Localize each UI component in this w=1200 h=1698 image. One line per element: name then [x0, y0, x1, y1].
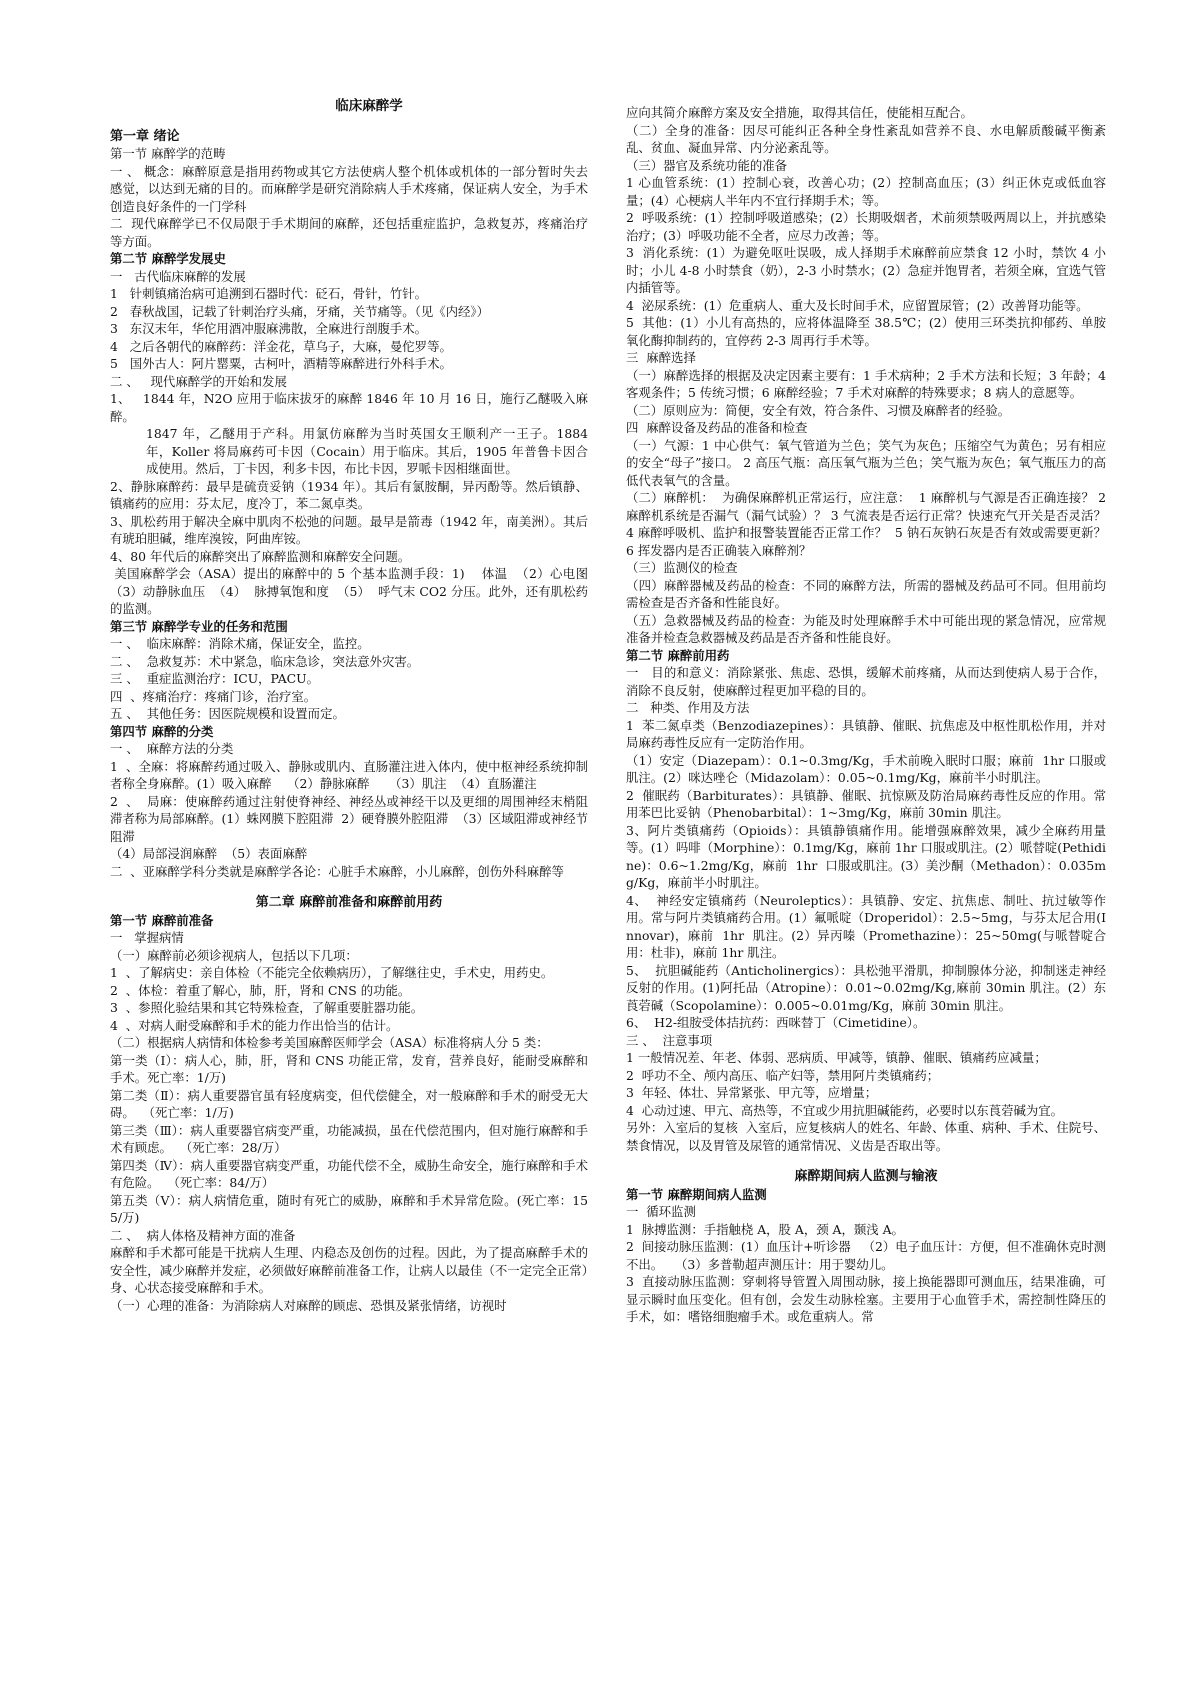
paragraph: 二 、 急救复苏：术中紧急，临床急诊，突法意外灾害。 [110, 653, 420, 669]
paragraph: （二）全身的准备：因尽可能纠正各种全身性紊乱如营养不良、水电解质酸碱平衡紊乱、贫血、凝血异常、内分泌紊乱等。 [626, 122, 1106, 155]
paragraph: 1 、了解病史：亲自体检（不能完全依赖病历），了解继往史，手术史，用药史。 [110, 965, 554, 980]
paragraph: 1、 1844 年，N2O 应用于临床拔牙的麻醉 1846 年 10 月 16 日，施行乙醚吸入麻醉。 [110, 391, 588, 424]
paragraph: 5 其他：(1）小儿有高热的，应将体温降至 38.5℃；(2）使用三环类抗抑郁药、单胺氧化酶抑制药的，宜停药 2-3 周再行手术等。 [626, 315, 1106, 348]
paragraph: 1 、全麻：将麻醉药通过吸入、静脉或肌内、直肠灌注进入体内，使中枢神经系统抑制者称全身麻醉。(1）吸入麻醉 （2）静脉麻醉 （3）肌注 （4）直肠灌注 [110, 758, 588, 791]
paragraph: （1）安定（Diazepam）：0.1~0.3mg/Kg，手术前晚入眠时口服；麻前 1hr 口服或肌注。(2）咪达唑仑（Midazolam）：0.05~0.1mg/Kg，麻前半小时肌注。 [626, 752, 1106, 785]
paragraph: 三 麻醉选择 [626, 350, 696, 365]
section-subheading: 第一节 麻醉学的范畴 [110, 146, 226, 161]
paragraph: 麻醉和手术都可能是干扰病人生理、内稳态及创伤的过程。因此，为了提高麻醉手术的安全性，减少麻醉并发症，必须做好麻醉前准备工作，让病人以最佳（不一定完全正常）身、心状态接受麻醉和手术。 [110, 1245, 588, 1295]
paragraph: 二 现代麻醉学已不仅局限于手术期间的麻醉，还包括重症监护，急救复苏，疼痛治疗等方面。 [110, 216, 588, 249]
paragraph: 3 、参照化验结果和其它特殊检查，了解重要脏器功能。 [110, 1000, 424, 1015]
paragraph: 四 麻醉设备及药品的准备和检查 [626, 420, 808, 435]
paragraph: 第一类（Ⅰ）：病人心，肺，肝，肾和 CNS 功能正常，发育，营养良好，能耐受麻醉和手术。死亡率：1/万) [110, 1052, 588, 1085]
paragraph: 四 、疼痛治疗：疼痛门诊，治疗室。 [110, 688, 317, 704]
document-title: 临床麻醉学 [335, 98, 403, 114]
paragraph: 2 春秋战国，记载了针刺治疗头痛，牙痛，关节痛等。（见《内经》） [110, 303, 490, 319]
paragraph: 二 、 病人体格及精神方面的准备 [110, 1227, 296, 1243]
paragraph: 4 之后各朝代的麻醉药：洋金花，草乌子，大麻，曼佗罗等。 [110, 338, 452, 354]
paragraph: 1 针刺镇痛治病可追溯到石器时代：砭石，骨针，竹针。 [110, 286, 428, 301]
paragraph: 1 心血管系统：(1）控制心衰，改善心功；(2）控制高血压；(3）纠正休克或低血容量；(4）心梗病人半年内不宜行择期手术；等。 [626, 175, 1106, 208]
paragraph: 3、肌松药用于解决全麻中肌肉不松弛的问题。最早是箭毒（1942 年，南美洲）。其后有琥珀胆碱，维库溴铵，阿曲库铵。 [110, 513, 588, 546]
paragraph: 4、 神经安定镇痛药（Neuroleptics）：具镇静、安定、抗焦虑、制吐、抗过敏等作用。常与阿片类镇痛药合用。(1）氟哌啶（Droperidol）：2.5~5mg，与芬太尼合用(Innovar)，麻前 1hr 肌注。(2）异丙嗪（Promethazine）：25~50mg(与哌替啶合用：杜非)，麻前 1hr 肌注。 [626, 892, 1106, 960]
paragraph: 一 掌握病情 [110, 930, 184, 945]
paragraph: 2 间接动脉压监测：(1）血压计+听诊器 （2）电子血压计：方便，但不准确休克时测不出。 （3）多普勒超声测压计：用于婴幼儿。 [626, 1239, 1106, 1272]
paragraph: （一）麻醉前必须诊视病人，包括以下几项： [110, 947, 358, 963]
paragraph: 4 心动过速、甲亢、高热等，不宜或少用抗胆碱能药，必要时以东莨菪碱为宜。 [626, 1102, 1064, 1118]
paragraph: 三 、 重症监测治疗：ICU，PACU。 [110, 671, 320, 686]
paragraph: （二）麻醉机： 为确保麻醉机正常运行，应注意： 1 麻醉机与气源是否正确连接？ 2 麻醉机系统是否漏气（漏气试验）？ 3 气流表是否运行正常？快速充气开关是否灵活？ 4 麻醉呼吸机、监护和报警装置能否正常工作？ 5 钠石灰钠石灰是否有效或需要更新？ 6 挥发器内是否正确装入麻醉剂？ [626, 490, 1114, 558]
paragraph: 4、80 年代后的麻醉突出了麻醉监测和麻醉安全问题。 [110, 548, 411, 564]
paragraph: （三）器官及系统功能的准备 [626, 157, 788, 173]
chapter-heading: 第二章 麻醉前准备和麻醉前用药 [255, 895, 443, 910]
section-heading: 第二节 麻醉前用药 [626, 647, 730, 663]
paragraph: 4 、对病人耐受麻醉和手术的能力作出恰当的估计。 [110, 1017, 399, 1033]
paragraph: 另外：入室后的复核 入室后，应复核病人的姓名、年龄、体重、病种、手术、住院号、禁食情况，以及胃管及尿管的通常情况、义齿是否取出等。 [626, 1120, 1106, 1153]
section-heading: 第三节 麻醉学专业的任务和范围 [110, 618, 288, 634]
paragraph: 3、阿片类镇痛药（Opioids）：具镇静镇痛作用。能增强麻醉效果，减少全麻药用量等。(1）吗啡（Morphine）：0.1mg/Kg，麻前 1hr 口服或肌注。(2）哌替啶(Pethidine)：0.6~1.2mg/Kg，麻前 1hr 口服或肌注。(3）美沙酮（Methadon）：0.035mg/Kg，麻前半小时肌注。 [626, 822, 1106, 890]
paragraph: （二）原则应为：简便，安全有效，符合条件、习惯及麻醉者的经验。 [626, 402, 1011, 418]
paragraph: 一 、 临床麻醉：消除术痛，保证安全，监控。 [110, 636, 370, 651]
left-column [110, 98, 596, 1314]
paragraph: 二 、亚麻醉学科分类就是麻醉学各论：心脏手术麻醉，小儿麻醉，创伤外科麻醉等 [110, 863, 564, 879]
paragraph: 2 呼功不全、颅内高压、临产妇等，禁用阿片类镇痛药； [626, 1067, 940, 1083]
paragraph: 二 、 现代麻醉学的开始和发展 [110, 373, 287, 389]
paragraph: 第二类（Ⅱ）：病人重要器官虽有轻度病变，但代偿健全，对一般麻醉和手术的耐受无大碍。 （死亡率：1/万) [110, 1087, 588, 1120]
right-column [626, 104, 1114, 1326]
paragraph: 二 种类、作用及方法 [626, 700, 750, 715]
paragraph: 4 泌尿系统：(1）危重病人、重大及长时间手术，应留置尿管；(2）改善肾功能等。 [626, 297, 1089, 313]
paragraph: 5、 抗胆碱能药（Anticholinergics）：具松弛平滑肌，抑制腺体分泌，抑制迷走神经反射的作用。(1)阿托品（Atropine）：0.01~0.02mg/Kg,麻前 30min 肌注。(2）东莨菪碱（Scopolamine）：0.005~0.01mg/Kg，麻前 30min 肌注。 [626, 962, 1106, 1013]
section-heading: 第四节 麻醉的分类 [110, 723, 214, 739]
paragraph: （一）气源：1 中心供气：氧气管道为兰色；笑气为灰色；压缩空气为黄色；另有相应的安全“母子”接口。 2 高压气瓶：高压氧气瓶为兰色；笑气瓶为灰色；氧气瓶压力的高低代表氧气的含量。 [626, 437, 1106, 488]
paragraph: 三 、 注意事项 [626, 1032, 713, 1048]
paragraph: 6、 H2-组胺受体拮抗药：西咪替丁（Cimetidine）。 [626, 1015, 926, 1030]
paragraph: 2、静脉麻醉药：最早是硫贲妥钠（1934 年）。其后有氯胺酮，异丙酚等。然后镇静、镇痛药的应用：芬太尼，度冷丁，苯二氮卓类。 [110, 478, 588, 511]
section-heading: 第一节 麻醉前准备 [110, 912, 214, 928]
paragraph: 3 直接动脉压监测：穿刺将导管置入周围动脉，接上换能器即可测血压，结果准确，可显示瞬时血压变化。但有创，会发生动脉栓塞。主要用于心血管手术，需控制性降压的手术，如：嗜铬细胞瘤手术。或危重病人。常 [626, 1274, 1106, 1324]
paragraph: 1847 年，乙醚用于产科。用氯仿麻醉为当时英国女王顺利产一王子。1884 年，Koller 将局麻药可卡因（Cocain）用于临床。其后，1905 年普鲁卡因合成使用。然后，丁卡因，利多卡因，布比卡因，罗哌卡因相继面世。 [146, 426, 592, 476]
chapter-heading: 麻醉期间病人监测与输液 [794, 1169, 938, 1184]
paragraph: 1 苯二氮卓类（Benzodiazepines）：具镇静、催眠、抗焦虑及中枢性肌松作用，并对局麻药毒性反应有一定防治作用。 [626, 717, 1106, 750]
paragraph: 第三类（Ⅲ）：病人重要器官病变严重，功能减损，虽在代偿范围内，但对施行麻醉和手术有顾虑。 （死亡率：28/万） [110, 1122, 588, 1155]
section-heading: 第二节 麻醉学发展史 [110, 251, 226, 266]
section-heading: 第一节 麻醉期间病人监测 [626, 1186, 767, 1202]
paragraph: 1 一般情况差、年老、体弱、恶病质、甲减等，镇静、催眠、镇痛药应减量； [626, 1050, 1047, 1065]
paragraph: 3 年轻、体壮、异常紧张、甲亢等，应增量； [626, 1085, 878, 1100]
paragraph: 一 、 概念：麻醉原意是指用药物或其它方法使病人整个机体或机体的一部分暂时失去感觉，以达到无痛的目的。而麻醉学是研究消除病人手术疼痛，保证病人安全，为手术创造良好条件的一门学科 [110, 163, 588, 214]
paragraph: 美国麻醉学会（ASA）提出的麻醉中的 5 个基本监测手段：1) 体温 （2）心电图 （3）动静脉血压 （4） 脉搏氧饱和度 （5） 呼气末 CO2 分压。此外，还有肌松药的监测。 [110, 566, 596, 616]
paragraph: （4）局部浸润麻醉 （5）表面麻醉 [110, 846, 308, 861]
paragraph: 一 、 麻醉方法的分类 [110, 741, 234, 756]
paragraph: （一）麻醉选择的根据及决定因素主要有：1 手术病种；2 手术方法和长短；3 年龄；4 客观条件；5 传统习惯；6 麻醉经验；7 手术对麻醉的特殊要求；8 病人的意愿等。 [626, 367, 1110, 400]
paragraph: 第四类（Ⅳ）：病人重要器官病变严重，功能代偿不全，威胁生命安全，施行麻醉和手术有危险。 （死亡率：84/万） [110, 1157, 588, 1190]
paragraph: （一）心理的准备：为消除病人对麻醉的顾虑、恐惧及紧张情绪，访视时 [110, 1297, 507, 1313]
paragraph: （三）监测仪的检查 [626, 560, 738, 575]
paragraph: 2 催眠药（Barbiturates）：具镇静、催眠、抗惊厥及防治局麻药毒性反应的作用。常用苯巴比妥钠（Phenobarbital）：1~3mg/Kg，麻前 30min 肌注。 [626, 787, 1106, 820]
paragraph: 一 目的和意义：消除紧张、焦虑、恐惧，缓解术前疼痛，从而达到使病人易于合作，消除不良反射，使麻醉过程更加平稳的目的。 [626, 665, 1106, 698]
paragraph: （五）急救器械及药品的检查：为能及时处理麻醉手术中可能出现的紧急情况，应常规准备并检查急救器械及药品是否齐备和性能良好。 [626, 612, 1106, 645]
paragraph: 五 、 其他任务：因医院规模和设置而定。 [110, 706, 345, 721]
paragraph: 3 消化系统：(1）为避免呕吐误吸，成人择期手术麻醉前应禁食 12 小时，禁饮 4 小时；小儿 4-8 小时禁食（奶），2-3 小时禁水；(2）急症并饱胃者，若须全麻，宜选气管内插管等。 [626, 245, 1106, 295]
paragraph: 应向其简介麻醉方案及安全措施，取得其信任，使能相互配合。 [626, 105, 973, 120]
paragraph: 一 循环监测 [626, 1204, 696, 1219]
chapter-heading: 第一章 绪论 [110, 128, 180, 144]
paragraph: 2 、 局麻：使麻醉药通过注射使脊神经、神经丛或神经干以及更细的周围神经末梢阻滞者称为局部麻醉。(1）蛛网膜下腔阻滞 2）硬脊膜外腔阻滞 （3）区域阻滞或神经节阻滞 [110, 793, 588, 844]
paragraph: 一 古代临床麻醉的发展 [110, 268, 246, 284]
paragraph: 2 呼吸系统：(1）控制呼吸道感染；(2）长期吸烟者，术前须禁吸两周以上，并抗感染治疗；(3）呼吸功能不全者，应尽力改善；等。 [626, 210, 1106, 243]
paragraph: 5 国外古人：阿片罂粟，古柯叶，酒精等麻醉进行外科手术。 [110, 356, 452, 371]
paragraph: 2 、体检：着重了解心，肺，肝，肾和 CNS 的功能。 [110, 982, 411, 998]
paragraph: （四）麻醉器械及药品的检查：不同的麻醉方法，所需的器械及药品可不同。但用前均需检查是否齐备和性能良好。 [626, 577, 1106, 610]
paragraph: 3 东汉末年，华佗用酒冲服麻沸散，全麻进行剖腹手术。 [110, 321, 428, 336]
paragraph: 1 脉搏监测：手指触桡 A，股 A，颈 A，颞浅 A。 [626, 1221, 904, 1237]
paragraph: （二）根据病人病情和体检参考美国麻醉医师学会（ASA）标准将病人分 5 类： [110, 1035, 549, 1050]
paragraph: 第五类（Ⅴ）：病人病情危重，随时有死亡的威胁，麻醉和手术异常危险。(死亡率：155/万) [110, 1192, 588, 1225]
